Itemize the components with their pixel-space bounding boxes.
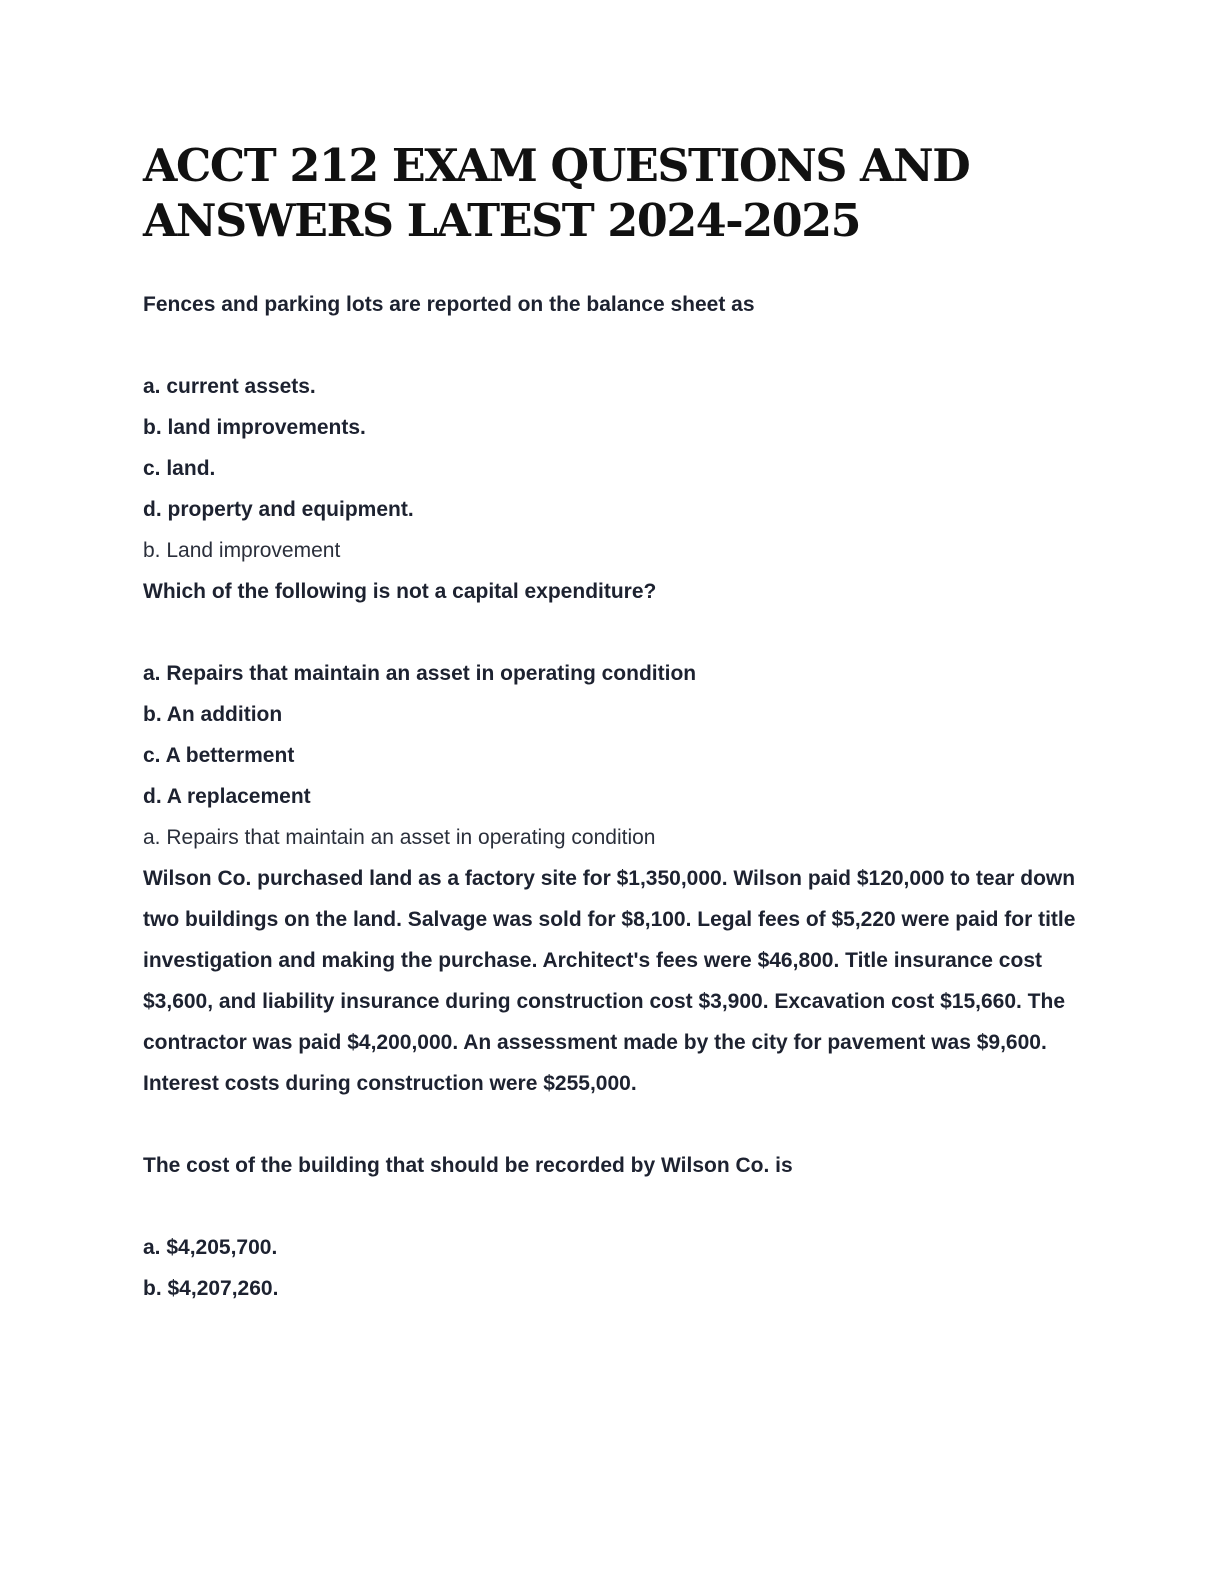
spacer [143, 1104, 1078, 1145]
question-2-option-d: d. A replacement [143, 785, 311, 808]
question-2-answer: a. Repairs that maintain an asset in operating condition [143, 826, 656, 849]
question-2-option-b: b. An addition [143, 703, 283, 726]
question-2-option-c: c. A betterment [143, 744, 295, 767]
spacer [143, 612, 1078, 653]
question-3-text: The cost of the building that should be recorded by Wilson Co. is [143, 1154, 793, 1177]
question-1-option-d: d. property and equipment. [143, 498, 414, 521]
spacer [143, 1186, 1078, 1227]
question-2-text: Which of the following is not a capital expenditure? [143, 580, 657, 603]
document-title: ACCT 212 EXAM QUESTIONS AND ANSWERS LATEST 2024-2025 [143, 139, 970, 247]
question-1-option-a: a. current assets. [143, 375, 316, 398]
spacer [143, 325, 1078, 366]
question-3-scenario: Wilson Co. purchased land as a factory site for $1,350,000. Wilson paid $120,000 to tear down two buildings on the land. Salvage was sold for $8,100. Legal fees of $5,220 were paid for title investigation and making the purchase. Architect's fees were $46,800. Title insurance cost $3,600, and liability insurance during construction cost $3,900. Excavation cost $15,660. The contractor was paid $4,200,000. An assessment made by the city for pavement was $9,600. Interest costs during construction were $255,000. [143, 867, 1076, 1095]
question-1-option-c: c. land. [143, 457, 216, 480]
question-2-option-a: a. Repairs that maintain an asset in operating condition [143, 662, 697, 685]
question-3-option-b: b. $4,207,260. [143, 1277, 279, 1300]
question-1-option-b: b. land improvements. [143, 416, 366, 439]
document-page [143, 138, 1078, 1309]
question-1-answer: b. Land improvement [143, 539, 341, 562]
question-3-option-a: a. $4,205,700. [143, 1236, 278, 1259]
question-1-text: Fences and parking lots are reported on the balance sheet as [143, 293, 755, 316]
